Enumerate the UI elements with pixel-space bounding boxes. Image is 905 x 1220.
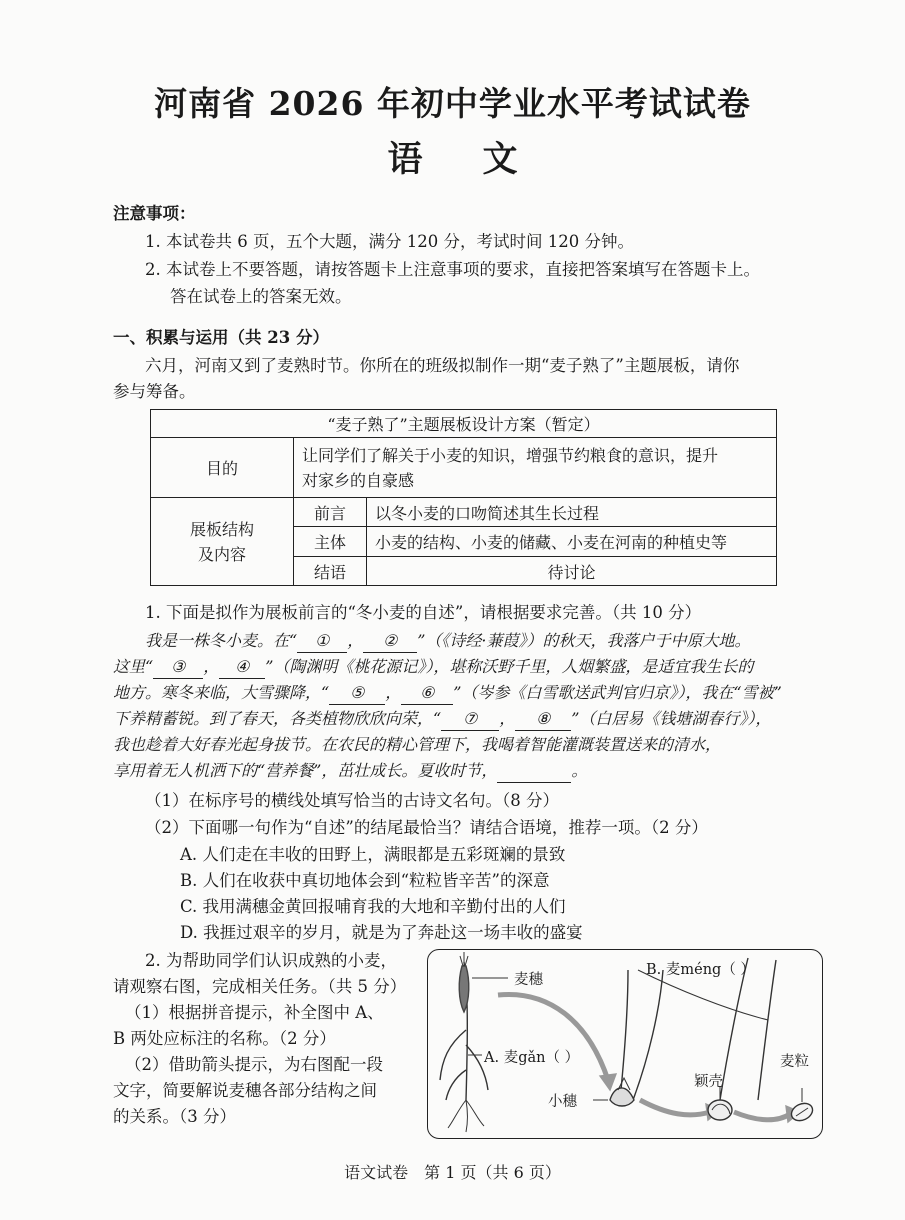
- passage-text: ”（白居易《钱塘湖春行》），: [571, 709, 772, 728]
- label-glume: 颖壳: [694, 1074, 723, 1090]
- label-a-stem: A. 麦gǎn（ ）: [484, 1050, 580, 1066]
- passage-line-1: 我是一株冬小麦。在“ ① ， ② ”（《诗经·蒹葭》）的秋天，我落户于中原大地。: [145, 630, 750, 653]
- passage-line-2: 这里“ ③ ， ④ ”（陶渊明《桃花源记》），堪称沃野千里，人烟繁盛，是适宜我生长的: [113, 656, 753, 679]
- structure-label-line: 及内容: [197, 544, 246, 564]
- passage-line-4: 下养精蓄锐。到了春天，各类植物欣欣向荣，“ ⑦ ， ⑧ ”（白居易《钱塘湖春行》），: [113, 708, 771, 731]
- q1-sub1: （1）在标序号的横线处填写恰当的古诗文名句。（8 分）: [145, 791, 559, 810]
- q2-line-5: （2）借助箭头提示，为右图配一段: [125, 1055, 383, 1074]
- passage-text: 享用着无人机洒下的“营养餐”，茁壮成长。夏收时节，: [113, 761, 498, 780]
- notice-item-2-cont: 答在试卷上的答案无效。: [170, 287, 352, 306]
- passage-text: 。: [571, 761, 588, 780]
- q2-line-6: 文字，简要解说麦穗各部分结构之间: [113, 1081, 377, 1100]
- wheat-diagram-illustration: [428, 950, 822, 1138]
- structure-label: [151, 498, 294, 586]
- passage-line-5: 我也趁着大好春光起身拔节。在农民的精心管理下，我喝着智能灌溉装置送来的清水，: [113, 735, 722, 754]
- q2-line-2: 请观察右图，完成相关任务。（共 5 分）: [113, 977, 407, 996]
- blank-4: ④: [219, 656, 265, 679]
- label-grain: 麦粒: [780, 1054, 809, 1070]
- plan-table-caption: “麦子熟了”主题展板设计方案（暂定）: [151, 410, 777, 438]
- option-a: A. 人们走在丰收的田野上，满眼都是五彩斑斓的景致: [180, 845, 566, 864]
- q2-line-3: （1）根据拼音提示，补全图中 A、: [125, 1003, 384, 1022]
- plan-table: [150, 409, 777, 586]
- content-conclusion: 待讨论: [367, 557, 777, 586]
- option-b: B. 人们在收获中真切地体会到“粒粒皆辛苦”的深意: [180, 871, 550, 890]
- passage-text: ”（《诗经·蒹葭》）的秋天，我落户于中原大地。: [417, 631, 751, 650]
- q1-sub2: （2）下面哪一句作为“自述”的结尾最恰当？请结合语境，推荐一项。（2 分）: [145, 818, 708, 837]
- purpose-text: [294, 438, 777, 498]
- section-intro-2: 参与筹备。: [113, 382, 196, 401]
- blank-7: ⑦: [441, 708, 499, 731]
- blank-2: ②: [363, 630, 417, 653]
- part-body: 主体: [294, 527, 367, 557]
- label-spike: 麦穗: [514, 972, 543, 988]
- notice-item-2: 2. 本试卷上不要答题，请按答题卡上注意事项的要求，直接把答案填写在答题卡上。: [145, 260, 760, 279]
- notice-item-1: 1. 本试卷共 6 页，五个大题，满分 120 分，考试时间 120 分钟。: [145, 232, 634, 251]
- option-d: D. 我捱过艰辛的岁月，就是为了奔赴这一场丰收的盛宴: [180, 923, 583, 942]
- passage-line-6: [113, 760, 587, 783]
- passage-text: ”（陶渊明《桃花源记》），堪称沃野千里，人烟繁盛，是适宜我生长的: [265, 657, 754, 676]
- blank-8: ⑧: [515, 708, 571, 731]
- subject-title: 语文: [387, 139, 578, 180]
- passage-text: 下养精蓄锐。到了春天，各类植物欣欣向荣，“: [113, 709, 442, 728]
- content-body: 小麦的结构、小麦的储藏、小麦在河南的种植史等: [367, 527, 777, 557]
- blank-6: ⑥: [401, 682, 453, 705]
- blank-ending: [497, 760, 571, 783]
- blank-3: ③: [153, 656, 203, 679]
- exam-title: 河南省 2026 年初中学业水平考试试卷: [154, 84, 751, 123]
- q2-line-1: 2. 为帮助同学们认识成熟的小麦，: [145, 951, 397, 970]
- q2-line-7: 的关系。（3 分）: [113, 1107, 236, 1126]
- purpose-text-line: 对家乡的自豪感: [302, 470, 415, 490]
- passage-line-3: 地方。寒冬来临，大雪骤降，“ ⑤ ， ⑥ ”（岑参《白雪歌送武判官归京》），我在“雪被”: [113, 682, 782, 705]
- label-b-awn: B. 麦méng（ ）: [646, 962, 755, 978]
- purpose-label: 目的: [151, 438, 294, 498]
- passage-text: 这里“: [113, 657, 154, 676]
- structure-label-line: 展板结构: [189, 519, 254, 539]
- purpose-text-line: 让同学们了解关于小麦的知识，增强节约粮食的意识，提升: [302, 445, 719, 465]
- passage-text: ”（岑参《白雪歌送武判官归京》），我在“雪被”: [453, 683, 782, 702]
- wheat-figure: [427, 949, 823, 1139]
- label-spikelet: 小穗: [548, 1094, 577, 1110]
- option-c: C. 我用满穗金黄回报哺育我的大地和辛勤付出的人们: [180, 897, 566, 916]
- section-intro-1: 六月，河南又到了麦熟时节。你所在的班级拟制作一期“麦子熟了”主题展板，请你: [145, 356, 740, 375]
- q1-stem: 1. 下面是拟作为展板前言的“冬小麦的自述”，请根据要求完善。（共 10 分）: [145, 603, 702, 622]
- blank-1: ①: [297, 630, 347, 653]
- notice-heading: 注意事项：: [113, 204, 196, 223]
- section-heading: 一、积累与运用（共 23 分）: [113, 328, 329, 347]
- passage-text: 我是一株冬小麦。在“: [145, 631, 298, 650]
- page-footer: 语文试卷 第 1 页（共 6 页）: [344, 1163, 561, 1182]
- passage-text: 地方。寒冬来临，大雪骤降，“: [113, 683, 330, 702]
- part-conclusion: 结语: [294, 557, 367, 586]
- content-preface: 以冬小麦的口吻简述其生长过程: [367, 498, 777, 527]
- blank-5: ⑤: [329, 682, 385, 705]
- part-preface: 前言: [294, 498, 367, 527]
- q2-line-4: B 两处应标注的名称。（2 分）: [113, 1029, 336, 1048]
